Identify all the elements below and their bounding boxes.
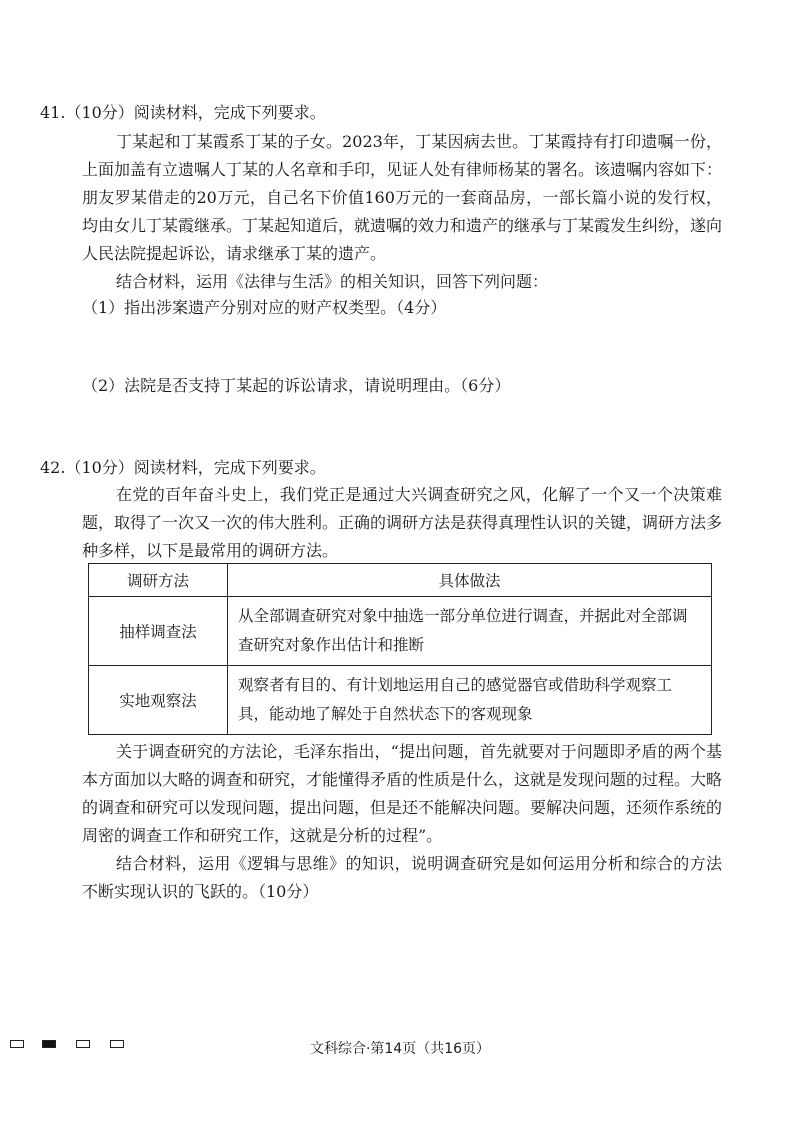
question-41-sub1: （1）指出涉案遗产分别对应的财产权类型。（4分） — [82, 298, 447, 317]
table-cell-detail: 观察者有目的、有计划地运用自己的感觉器官或借助科学观察工具，能动地了解处于自然状态下的客观现象 — [228, 666, 712, 735]
table-header-row — [89, 564, 712, 597]
question-41-instruction: 结合材料，运用《法律与生活》的相关知识，回答下列问题： — [116, 272, 549, 291]
table-header-method: 调研方法 — [89, 564, 228, 597]
table-cell-detail: 从全部调查研究对象中抽选一部分单位进行调查，并据此对全部调查研究对象作出估计和推断 — [228, 597, 712, 666]
question-42-quote: 关于调查研究的方法论，毛泽东指出，“提出问题，首先就要对于问题即矛盾的两个基本方面加以大略的调查和研究，才能懂得矛盾的性质是什么，这就是发现问题的过程。大略的调查和研究可以发现问题，提出问题，但是还不能解决问题。要解决问题，还须作系统的周密的调查工作和研究工作，这就是分析的过程”。 — [82, 742, 723, 845]
question-42-header: 42.（10分）阅读材料，完成下列要求。 — [40, 458, 326, 477]
table-header-detail: 具体做法 — [228, 564, 712, 597]
table-cell-method: 抽样调查法 — [89, 597, 228, 666]
question-41-material: 丁某起和丁某霞系丁某的子女。2023年，丁某因病去世。丁某霞持有打印遗嘱一份，上面加盖有立遗嘱人丁某的人名章和手印，见证人处有律师杨某的署名。该遗嘱内容如下：朋友罗某借走的20万元，自己名下价值160万元的一套商品房，一部长篇小说的发行权，均由女儿丁某霞继承。丁某起知道后，就遗嘱的效力和遗产的继承与丁某霞发生纠纷，遂向人民法院提起诉讼，请求继承丁某的遗产。 — [82, 132, 723, 263]
research-methods-table — [88, 563, 712, 735]
question-42-material: 在党的百年奋斗史上，我们党正是通过大兴调查研究之风，化解了一个又一个决策难题，取得了一次又一次的伟大胜利。正确的调研方法是获得真理性认识的关键，调研方法多种多样，以下是最常用的调研方法。 — [82, 485, 723, 560]
question-42-instruction: 结合材料，运用《逻辑与思维》的知识，说明调查研究是如何运用分析和综合的方法不断实现认识的飞跃的。（10分） — [82, 854, 722, 901]
question-41-sub2: （2）法院是否支持丁某起的诉讼请求，请说明理由。（6分） — [82, 376, 511, 395]
table-cell-method: 实地观察法 — [89, 666, 228, 735]
question-41-header: 41.（10分）阅读材料，完成下列要求。 — [40, 103, 326, 122]
table-row — [89, 666, 712, 735]
page-footer: 文科综合·第14页（共16页） — [309, 1041, 491, 1057]
table-row — [89, 597, 712, 666]
